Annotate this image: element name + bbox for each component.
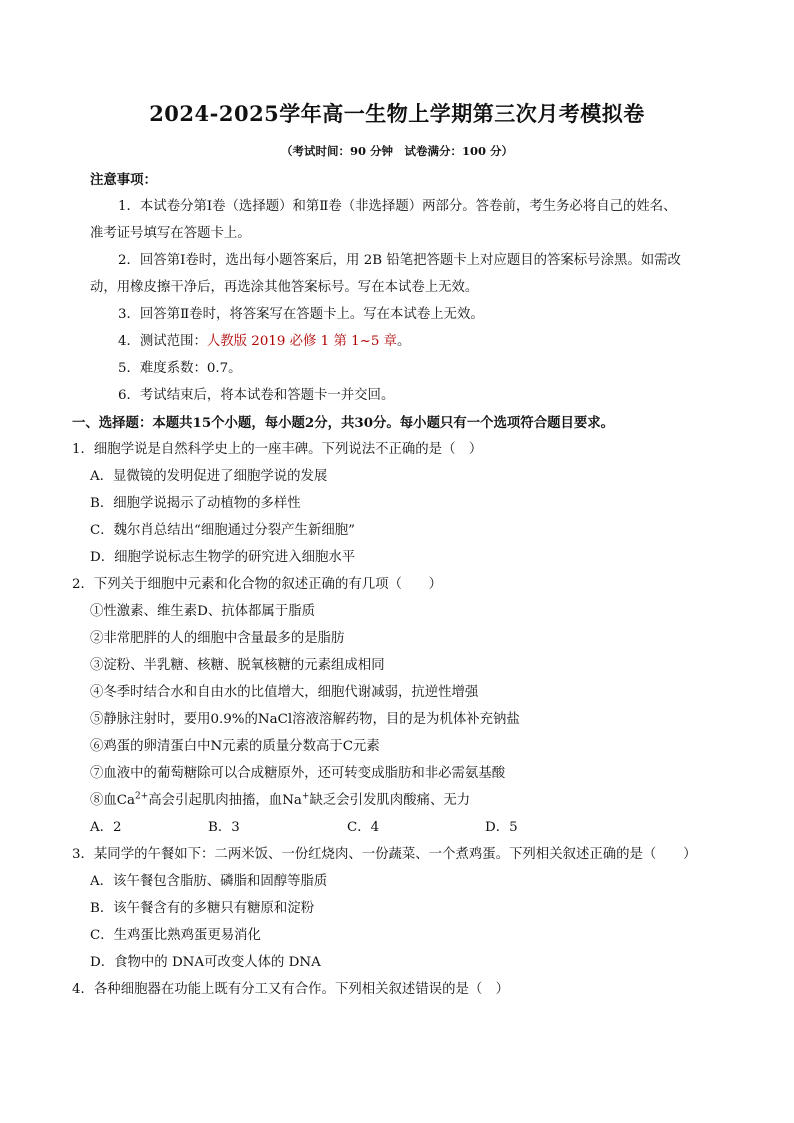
question-1-option-a: A．显微镜的发明促进了细胞学说的发展 — [90, 469, 328, 484]
note-2-line-2: 动，用橡皮擦干净后，再选涂其他答案标号。写在本试卷上无效。 — [90, 280, 479, 295]
question-2-statement-4: ④冬季时结合水和自由水的比值增大，细胞代谢减弱，抗逆性增强 — [90, 685, 479, 700]
statement-8-part-3: 缺乏会引发肌肉酸痛、无力 — [309, 793, 471, 808]
note-6: 6．考试结束后，将本试卷和答题卡一并交回。 — [118, 388, 395, 403]
question-3-option-d: D．食物中的 DNA可改变人体的 DNA — [90, 955, 321, 970]
question-2-option-c: C．4 — [347, 820, 380, 835]
question-1-option-d: D．细胞学说标志生物学的研究进入细胞水平 — [90, 550, 356, 565]
question-2-statement-2: ②非常肥胖的人的细胞中含量最多的是脂肪 — [90, 631, 345, 646]
note-1-line-1: 1．本试卷分第Ⅰ卷（选择题）和第Ⅱ卷（非选择题）两部分。答卷前，考生务必将自己的姓名、 — [118, 199, 677, 214]
notes-heading: 注意事项： — [90, 172, 157, 188]
question-4-stem: 4．各种细胞器在功能上既有分工又有合作。下列相关叙述错误的是（ ） — [72, 982, 510, 997]
note-2-line-1: 2．回答第Ⅰ卷时，选出每小题答案后，用 2B 铅笔把答题卡上对应题目的答案标号涂黑。如需改 — [118, 253, 681, 268]
question-1-stem: 1．细胞学说是自然科学史上的一座丰碑。下列说法不正确的是（ ） — [72, 442, 483, 457]
note-5: 5．难度系数：0.7。 — [118, 361, 242, 376]
page-title: 2024-2025学年高一生物上学期第三次月考模拟卷 — [149, 101, 645, 126]
note-4-prefix: 4．测试范围： — [118, 334, 207, 349]
question-1-option-c: C．魏尔肖总结出“细胞通过分裂产生新细胞” — [90, 523, 355, 538]
question-2-option-b: B．3 — [208, 820, 240, 835]
question-3-option-b: B．该午餐含有的多糖只有糖原和淀粉 — [90, 901, 315, 916]
section-1-heading: 一、选择题：本题共15个小题，每小题2分，共30分。每小题只有一个选项符合题目要求。 — [72, 415, 615, 431]
statement-8-part-2: 高会引起肌肉抽搐，血Na — [148, 793, 302, 808]
question-3-option-a: A．该午餐包含脂肪、磷脂和固醇等脂质 — [90, 874, 328, 889]
question-3-option-c: C．生鸡蛋比熟鸡蛋更易消化 — [90, 928, 261, 943]
statement-8-part-1: ⑧血Ca — [90, 793, 136, 808]
question-2-statement-1: ①性激素、维生素D、抗体都属于脂质 — [90, 604, 315, 619]
exam-info: （考试时间：90 分钟 试卷满分：100 分） — [280, 144, 513, 158]
question-1-option-b: B．细胞学说揭示了动植物的多样性 — [90, 496, 301, 511]
note-3: 3．回答第Ⅱ卷时，将答案写在答题卡上。写在本试卷上无效。 — [118, 307, 484, 322]
question-3-stem: 3．某同学的午餐如下：二两米饭、一份红烧肉、一份蔬菜、一个煮鸡蛋。下列相关叙述正确的是（ ） — [72, 847, 697, 862]
note-1-line-2: 准考证号填写在答题卡上。 — [90, 226, 251, 241]
question-2-statement-8 — [90, 792, 470, 810]
test-scope: 人教版 2019 必修 1 第 1~5 章 — [206, 334, 398, 349]
note-4 — [118, 333, 410, 351]
note-4-suffix: 。 — [397, 334, 411, 349]
calcium-charge: 2+ — [135, 791, 149, 802]
sodium-charge: + — [301, 791, 310, 802]
question-2-statement-7: ⑦血液中的葡萄糖除可以合成糖原外，还可转变成脂肪和非必需氨基酸 — [90, 766, 506, 781]
question-2-option-d: D．5 — [485, 820, 518, 835]
question-2-statement-5: ⑤静脉注射时，要用0.9%的NaCl溶液溶解药物，目的是为机体补充钠盐 — [90, 712, 520, 727]
question-2-stem: 2．下列关于细胞中元素和化合物的叙述正确的有几项（ ） — [72, 577, 443, 592]
question-2-statement-3: ③淀粉、半乳糖、核糖、脱氧核糖的元素组成相同 — [90, 658, 385, 673]
question-2-option-a: A．2 — [90, 820, 122, 835]
question-2-statement-6: ⑥鸡蛋的卵清蛋白中N元素的质量分数高于C元素 — [90, 739, 380, 754]
